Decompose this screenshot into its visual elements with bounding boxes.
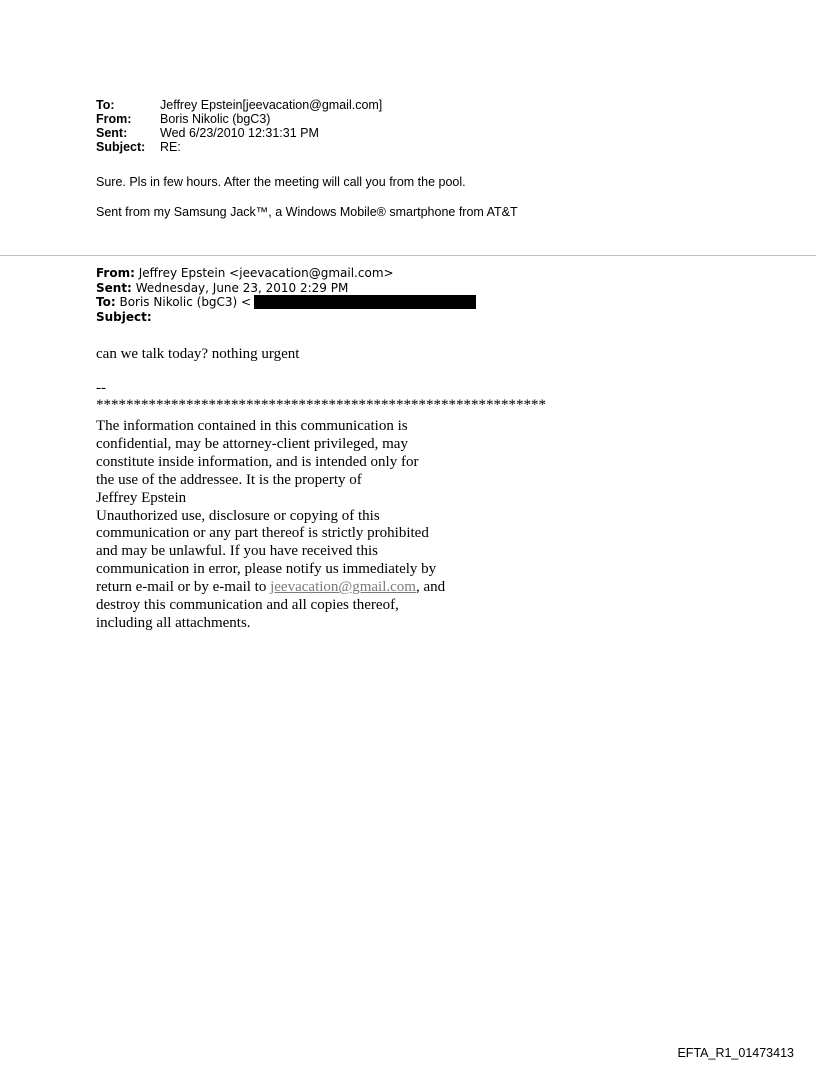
original-subject-label: Subject: <box>96 309 152 324</box>
redaction-bar <box>254 295 476 309</box>
return-prefix: return e-mail or by e-mail to <box>96 579 271 596</box>
sent-value: Wed 6/23/2010 12:31:31 PM <box>160 126 319 140</box>
original-sent-row <box>96 281 476 296</box>
reply-from-row <box>96 112 382 126</box>
reply-header <box>96 98 382 154</box>
reply-to-row <box>96 98 382 112</box>
disclaimer-line: confidential, may be attorney-client privileged, may <box>96 435 408 452</box>
reply-signature: Sent from my Samsung Jack™, a Windows Mobile® smartphone from AT&T <box>96 205 518 219</box>
original-sent-label: Sent: <box>96 280 132 295</box>
disclaimer-line: Jeffrey Epstein <box>96 489 187 506</box>
return-suffix: , and <box>415 579 446 596</box>
disclaimer-line: The information contained in this communication is <box>96 418 408 434</box>
reply-body: Sure. Pls in few hours. After the meeting will call you from the pool. <box>96 175 466 189</box>
disclaimer-line: communication or any part thereof is strictly prohibited <box>96 525 429 542</box>
signature-stars: ************************************************************ <box>96 397 546 413</box>
signature-dash: -- <box>96 380 106 396</box>
disclaimer-line: and may be unlawful. If you have received this <box>96 543 378 560</box>
from-label: From: <box>96 112 132 126</box>
subject-label: Subject: <box>96 140 146 154</box>
original-message: can we talk today? nothing urgent <box>96 346 300 362</box>
message-divider <box>0 255 816 256</box>
original-from-row <box>96 266 476 281</box>
original-from-label: From: <box>96 266 135 280</box>
disclaimer-line: destroy this communication and all copies thereof, <box>96 597 399 614</box>
confidentiality-disclaimer <box>96 418 516 633</box>
disclaimer-line: Unauthorized use, disclosure or copying of this <box>96 507 380 524</box>
email-link[interactable]: jeevacation@gmail.com <box>270 579 416 596</box>
to-label: To: <box>96 98 115 112</box>
disclaimer-line: the use of the addressee. It is the property of <box>96 471 362 488</box>
original-to-label: To: <box>96 295 116 309</box>
original-subject-row <box>96 310 476 325</box>
disclaimer-line: including all attachments. <box>96 614 251 631</box>
sent-label: Sent: <box>96 126 128 140</box>
document-id: EFTA_R1_01473413 <box>677 1046 794 1060</box>
original-sent-value: Wednesday, June 23, 2010 2:29 PM <box>135 280 349 295</box>
original-header <box>96 266 476 324</box>
original-to-value: Boris Nikolic (bgC3) < <box>119 295 252 309</box>
disclaimer-return-line <box>96 579 516 597</box>
from-value: Boris Nikolic (bgC3) <box>160 112 271 126</box>
disclaimer-line: communication in error, please notify us immediately by <box>96 561 437 578</box>
subject-value: RE: <box>160 140 181 154</box>
to-value: Jeffrey Epstein[jeevacation@gmail.com] <box>160 98 383 112</box>
reply-subject-row <box>96 140 382 154</box>
disclaimer-line: constitute inside information, and is intended only for <box>96 453 419 470</box>
original-to-row <box>96 295 476 310</box>
original-from-value: Jeffrey Epstein <jeevacation@gmail.com> <box>138 266 394 280</box>
reply-sent-row <box>96 126 382 140</box>
